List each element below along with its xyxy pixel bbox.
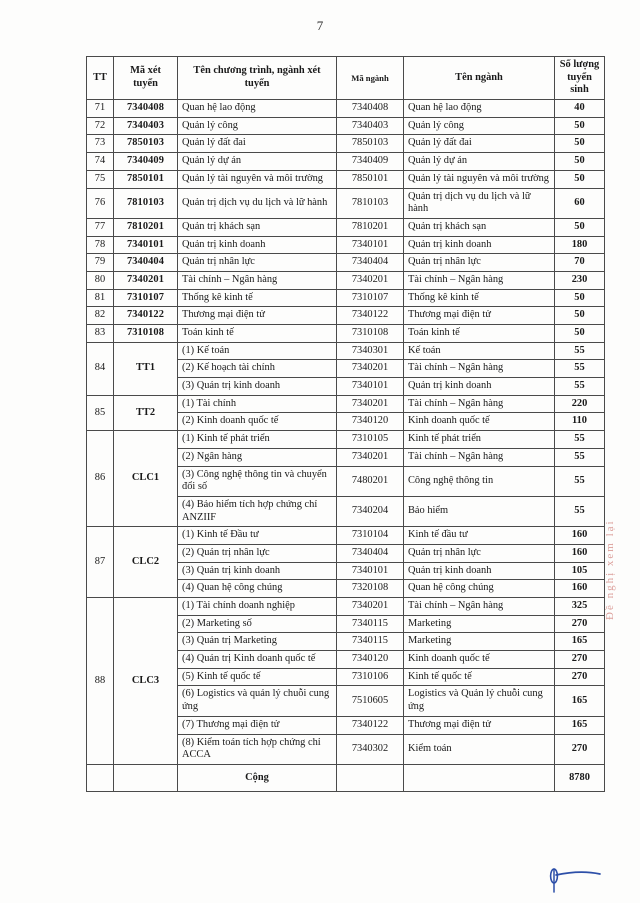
cell-major-code: 7850103 [337, 135, 404, 153]
table-row [87, 188, 605, 218]
cell-quota: 50 [555, 218, 605, 236]
cell-major-code: 7340403 [337, 117, 404, 135]
table-row [87, 236, 605, 254]
cell-tt: 84 [87, 342, 114, 395]
cell-admission-code: 7340408 [114, 100, 178, 118]
cell-quota: 105 [555, 562, 605, 580]
total-spacer-tt [87, 764, 114, 791]
cell-major-name: Quản trị khách sạn [404, 218, 555, 236]
cell-major-name: Quản lý đất đai [404, 135, 555, 153]
cell-major-name: Tài chính – Ngân hàng [404, 360, 555, 378]
cell-major-code: 7310106 [337, 668, 404, 686]
cell-major-code: 7340404 [337, 254, 404, 272]
total-spacer-code [114, 764, 178, 791]
cell-major-code: 7340301 [337, 342, 404, 360]
cell-program-name: (2) Ngân hàng [178, 448, 337, 466]
cell-major-name: Quan hệ lao động [404, 100, 555, 118]
cell-major-code: 7340201 [337, 395, 404, 413]
cell-major-name: Thương mại điện tử [404, 716, 555, 734]
cell-program-name: (2) Quản trị nhân lực [178, 544, 337, 562]
cell-major-code: 7340101 [337, 236, 404, 254]
cell-quota: 270 [555, 668, 605, 686]
table-row [87, 218, 605, 236]
cell-quota: 165 [555, 686, 605, 716]
cell-major-name: Quản trị dịch vụ du lịch và lữ hành [404, 188, 555, 218]
cell-program-name: (2) Kế hoạch tài chính [178, 360, 337, 378]
cell-quota: 50 [555, 289, 605, 307]
column-header-quota: Số lượng tuyển sinh [555, 57, 605, 100]
cell-admission-code: 7340201 [114, 271, 178, 289]
column-header-major-name: Tên ngành [404, 57, 555, 100]
cell-major-name: Công nghệ thông tin [404, 466, 555, 496]
cell-program-name: Quản lý dự án [178, 153, 337, 171]
cell-major-code: 7340204 [337, 496, 404, 526]
cell-major-code: 7340115 [337, 633, 404, 651]
table-row [87, 100, 605, 118]
table-row [87, 325, 605, 343]
cell-quota: 270 [555, 615, 605, 633]
table-row [87, 307, 605, 325]
cell-admission-code: CLC2 [114, 527, 178, 598]
cell-major-code: 7310104 [337, 527, 404, 545]
cell-major-name: Quản trị kinh doanh [404, 562, 555, 580]
table-header-row [87, 57, 605, 100]
cell-tt: 72 [87, 117, 114, 135]
cell-program-name: Quản trị kinh doanh [178, 236, 337, 254]
cell-major-name: Logistics và Quản lý chuỗi cung ứng [404, 686, 555, 716]
cell-admission-code: 7810201 [114, 218, 178, 236]
table-total-row [87, 764, 605, 791]
total-spacer-major-code [337, 764, 404, 791]
cell-quota: 160 [555, 544, 605, 562]
cell-major-code: 7340302 [337, 734, 404, 764]
cell-tt: 71 [87, 100, 114, 118]
cell-admission-code: CLC1 [114, 431, 178, 527]
table-row [87, 170, 605, 188]
cell-quota: 55 [555, 496, 605, 526]
cell-admission-code: 7340404 [114, 254, 178, 272]
cell-major-name: Quản lý công [404, 117, 555, 135]
cell-admission-code: 7340403 [114, 117, 178, 135]
cell-program-name: (2) Kinh doanh quốc tế [178, 413, 337, 431]
cell-program-name: (4) Bảo hiểm tích hợp chứng chỉ ANZIIF [178, 496, 337, 526]
cell-major-name: Quản trị nhân lực [404, 544, 555, 562]
cell-major-code: 7340101 [337, 562, 404, 580]
handwritten-margin-annotation: Đề nghị xem lại [604, 519, 616, 620]
cell-major-name: Quản lý dự án [404, 153, 555, 171]
cell-program-name: (4) Quản trị Kinh doanh quốc tế [178, 651, 337, 669]
cell-major-code: 7340404 [337, 544, 404, 562]
cell-major-code: 7310107 [337, 289, 404, 307]
cell-quota: 55 [555, 466, 605, 496]
table-row [87, 598, 605, 616]
cell-tt: 79 [87, 254, 114, 272]
cell-program-name: Thống kê kinh tế [178, 289, 337, 307]
cell-program-name: Quan hệ lao động [178, 100, 337, 118]
cell-program-name: (5) Kinh tế quốc tế [178, 668, 337, 686]
cell-major-name: Thương mại điện tử [404, 307, 555, 325]
cell-program-name: Quản lý tài nguyên và môi trường [178, 170, 337, 188]
cell-program-name: Tài chính – Ngân hàng [178, 271, 337, 289]
cell-major-name: Quản lý tài nguyên và môi trường [404, 170, 555, 188]
cell-quota: 160 [555, 580, 605, 598]
cell-program-name: (8) Kiểm toán tích hợp chứng chỉ ACCA [178, 734, 337, 764]
cell-program-name: (3) Quản trị Marketing [178, 633, 337, 651]
cell-major-name: Thống kê kinh tế [404, 289, 555, 307]
cell-program-name: (3) Quản trị kinh doanh [178, 562, 337, 580]
cell-major-name: Quan hệ công chúng [404, 580, 555, 598]
cell-major-code: 7340409 [337, 153, 404, 171]
cell-program-name: Quản trị nhân lực [178, 254, 337, 272]
cell-major-code: 7510605 [337, 686, 404, 716]
cell-major-name: Kinh tế đầu tư [404, 527, 555, 545]
cell-quota: 110 [555, 413, 605, 431]
cell-program-name: Thương mại điện tử [178, 307, 337, 325]
cell-program-name: (1) Kế toán [178, 342, 337, 360]
table-row [87, 153, 605, 171]
table-header [87, 57, 605, 100]
table-row [87, 117, 605, 135]
cell-program-name: (2) Marketing số [178, 615, 337, 633]
cell-major-code: 7340120 [337, 413, 404, 431]
cell-quota: 165 [555, 633, 605, 651]
cell-major-code: 7340115 [337, 615, 404, 633]
table-row [87, 135, 605, 153]
cell-tt: 86 [87, 431, 114, 527]
table-row [87, 431, 605, 449]
cell-admission-code: TT1 [114, 342, 178, 395]
cell-major-code: 7340201 [337, 598, 404, 616]
cell-quota: 50 [555, 153, 605, 171]
cell-admission-code: 7340409 [114, 153, 178, 171]
cell-major-name: Tài chính – Ngân hàng [404, 395, 555, 413]
cell-major-name: Quản trị kinh doanh [404, 236, 555, 254]
cell-quota: 55 [555, 342, 605, 360]
cell-major-code: 7310108 [337, 325, 404, 343]
cell-program-name: (4) Quan hệ công chúng [178, 580, 337, 598]
cell-quota: 70 [555, 254, 605, 272]
cell-program-name: Toán kinh tế [178, 325, 337, 343]
cell-major-name: Toán kinh tế [404, 325, 555, 343]
cell-major-name: Kinh tế phát triển [404, 431, 555, 449]
cell-major-code: 7340101 [337, 378, 404, 396]
cell-quota: 325 [555, 598, 605, 616]
cell-major-name: Kinh doanh quốc tế [404, 413, 555, 431]
cell-admission-code: 7310107 [114, 289, 178, 307]
cell-major-code: 7340122 [337, 307, 404, 325]
cell-quota: 180 [555, 236, 605, 254]
cell-tt: 88 [87, 598, 114, 765]
cell-quota: 50 [555, 117, 605, 135]
cell-tt: 77 [87, 218, 114, 236]
cell-tt: 82 [87, 307, 114, 325]
cell-major-name: Kinh tế quốc tế [404, 668, 555, 686]
table-row [87, 271, 605, 289]
total-value: 8780 [555, 764, 605, 791]
cell-quota: 55 [555, 448, 605, 466]
cell-major-name: Marketing [404, 615, 555, 633]
cell-program-name: (1) Tài chính [178, 395, 337, 413]
cell-quota: 270 [555, 734, 605, 764]
cell-tt: 85 [87, 395, 114, 430]
cell-program-name: (7) Thương mại điện tử [178, 716, 337, 734]
cell-major-code: 7340201 [337, 360, 404, 378]
cell-program-name: (3) Quản trị kinh doanh [178, 378, 337, 396]
cell-major-name: Quản trị kinh doanh [404, 378, 555, 396]
table-row [87, 395, 605, 413]
cell-quota: 230 [555, 271, 605, 289]
column-header-major-code: Mã ngành [337, 57, 404, 100]
table-row [87, 527, 605, 545]
cell-program-name: (1) Tài chính doanh nghiệp [178, 598, 337, 616]
cell-major-name: Quản trị nhân lực [404, 254, 555, 272]
cell-major-code: 7340408 [337, 100, 404, 118]
cell-quota: 165 [555, 716, 605, 734]
cell-major-code: 7810201 [337, 218, 404, 236]
cell-admission-code: 7310108 [114, 325, 178, 343]
column-header-program-name: Tên chương trình, ngành xét tuyển [178, 57, 337, 100]
cell-quota: 50 [555, 307, 605, 325]
cell-major-name: Tài chính – Ngân hàng [404, 598, 555, 616]
page-number: 7 [316, 18, 324, 33]
cell-admission-code: 7850101 [114, 170, 178, 188]
cell-major-code: 7340201 [337, 271, 404, 289]
cell-program-name: (6) Logistics và quản lý chuỗi cung ứng [178, 686, 337, 716]
cell-quota: 50 [555, 325, 605, 343]
cell-quota: 55 [555, 431, 605, 449]
cell-quota: 50 [555, 170, 605, 188]
table-row [87, 342, 605, 360]
cell-major-code: 7310105 [337, 431, 404, 449]
cell-quota: 160 [555, 527, 605, 545]
cell-quota: 50 [555, 135, 605, 153]
cell-major-code: 7340122 [337, 716, 404, 734]
cell-program-name: (1) Kinh tế phát triển [178, 431, 337, 449]
handwritten-signature-mark [540, 862, 620, 896]
cell-quota: 220 [555, 395, 605, 413]
cell-quota: 40 [555, 100, 605, 118]
cell-major-code: 7340120 [337, 651, 404, 669]
cell-major-name: Marketing [404, 633, 555, 651]
cell-program-name: Quản lý đất đai [178, 135, 337, 153]
table-row [87, 254, 605, 272]
cell-program-name: (1) Kinh tế Đầu tư [178, 527, 337, 545]
cell-tt: 73 [87, 135, 114, 153]
cell-program-name: Quản trị dịch vụ du lịch và lữ hành [178, 188, 337, 218]
table-body [87, 100, 605, 792]
cell-tt: 83 [87, 325, 114, 343]
table-row [87, 289, 605, 307]
cell-admission-code: 7810103 [114, 188, 178, 218]
cell-tt: 78 [87, 236, 114, 254]
cell-tt: 87 [87, 527, 114, 598]
cell-quota: 55 [555, 378, 605, 396]
cell-admission-code: 7340101 [114, 236, 178, 254]
column-header-admission-code: Mã xét tuyển [114, 57, 178, 100]
cell-major-code: 7340201 [337, 448, 404, 466]
cell-program-name: (3) Công nghệ thông tin và chuyển đổi số [178, 466, 337, 496]
cell-major-name: Kiểm toán [404, 734, 555, 764]
cell-admission-code: CLC3 [114, 598, 178, 765]
cell-tt: 81 [87, 289, 114, 307]
cell-major-code: 7320108 [337, 580, 404, 598]
cell-major-name: Kế toán [404, 342, 555, 360]
cell-major-code: 7850101 [337, 170, 404, 188]
cell-major-code: 7810103 [337, 188, 404, 218]
cell-quota: 270 [555, 651, 605, 669]
cell-major-name: Kinh doanh quốc tế [404, 651, 555, 669]
admission-quota-table-wrapper [86, 56, 604, 792]
cell-quota: 60 [555, 188, 605, 218]
total-spacer-major-name [404, 764, 555, 791]
cell-tt: 80 [87, 271, 114, 289]
cell-admission-code: 7340122 [114, 307, 178, 325]
admission-quota-table [86, 56, 605, 792]
total-label: Cộng [178, 764, 337, 791]
cell-major-name: Tài chính – Ngân hàng [404, 448, 555, 466]
column-header-tt: TT [87, 57, 114, 100]
cell-program-name: Quản lý công [178, 117, 337, 135]
cell-major-code: 7480201 [337, 466, 404, 496]
cell-tt: 76 [87, 188, 114, 218]
cell-admission-code: 7850103 [114, 135, 178, 153]
cell-quota: 55 [555, 360, 605, 378]
cell-admission-code: TT2 [114, 395, 178, 430]
cell-tt: 75 [87, 170, 114, 188]
cell-tt: 74 [87, 153, 114, 171]
cell-program-name: Quản trị khách sạn [178, 218, 337, 236]
cell-major-name: Bảo hiểm [404, 496, 555, 526]
cell-major-name: Tài chính – Ngân hàng [404, 271, 555, 289]
